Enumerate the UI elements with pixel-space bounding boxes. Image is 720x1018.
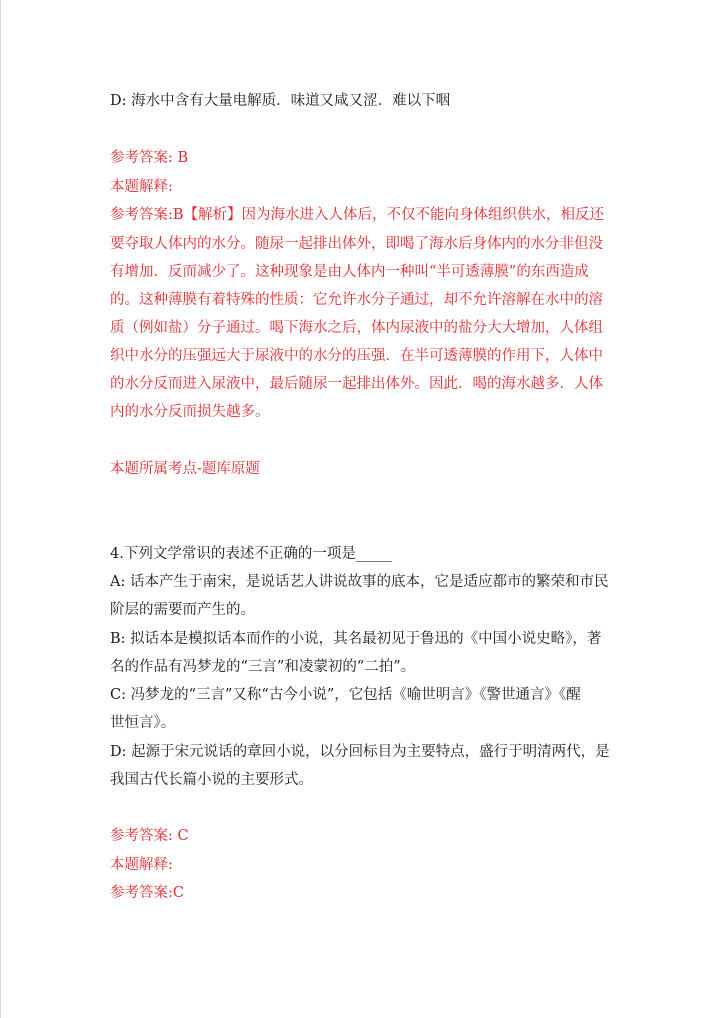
q4-option-line: D: 起源于宋元说话的章回小说，以分回标目为主要特点，盛行于明清两代，是 (110, 744, 610, 760)
q3-explanation-line: 质（例如盐）分子通过。喝下海水之后，体内尿液中的盐分大大增加，人体组 (110, 320, 603, 336)
q3-explanation-line: 的。这种薄膜有着特殊的性质：它允许水分子通过，却不允许溶解在水中的溶 (110, 292, 603, 308)
q4-option-line: 世恒言》。 (110, 715, 176, 731)
q4-question: 4.下列文学常识的表述不正确的一项是_____ (110, 546, 393, 562)
q4-explanation-first: 参考答案:C (110, 885, 184, 901)
q3-explanation-line: 的水分反而进入尿液中，最后随尿一起排出体外。因此．喝的海水越多．人体 (110, 376, 603, 392)
q4-explanation-label: 本题解释: (110, 857, 173, 873)
q4-option-line: B: 拟话本是模拟话本而作的小说，其名最初见于鲁迅的《中国小说史略》，著 (110, 631, 602, 647)
q4-option-line: C: 冯梦龙的“三言”又称“古今小说”，它包括《喻世明言》《警世通言》《醒 (110, 687, 581, 703)
q4-answer: 参考答案: C (110, 828, 189, 844)
q4-option-line: 名的作品有冯梦龙的“三言”和凌蒙初的“二拍”。 (110, 659, 416, 675)
q3-explanation-line: 有增加．反而减少了。这种现象是由人体内一种叫“半可透薄膜”的东西造成 (110, 264, 589, 280)
q3-explanation-line: 参考答案:B【解析】因为海水进入人体后，不仅不能向身体组织供水，相反还 (110, 207, 605, 223)
q4-option-line: A: 话本产生于南宋，是说话艺人讲说故事的底本，它是适应都市的繁荣和市民 (110, 574, 609, 590)
q4-option-line: 阶层的需要而产生的。 (110, 602, 255, 618)
q3-explanation-label: 本题解释: (110, 179, 173, 195)
q3-knowledge-point: 本题所属考点-题库原题 (110, 461, 260, 477)
q3-explanation-line: 织中水分的压强远大于尿液中的水分的压强．在半可透薄膜的作用下，人体中 (110, 348, 603, 364)
q3-explanation-line: 要夺取人体内的水分。随尿一起排出体外，即喝了海水后身体内的水分非但没 (110, 236, 603, 252)
q4-option-line: 我国古代长篇小说的主要形式。 (110, 772, 313, 788)
q3-option-d: D: 海水中含有大量电解质．味道又咸又涩．难以下咽 (110, 93, 451, 109)
q3-explanation-line: 内的水分反而损失越多。 (110, 404, 270, 420)
q3-answer: 参考答案: B (110, 150, 189, 166)
